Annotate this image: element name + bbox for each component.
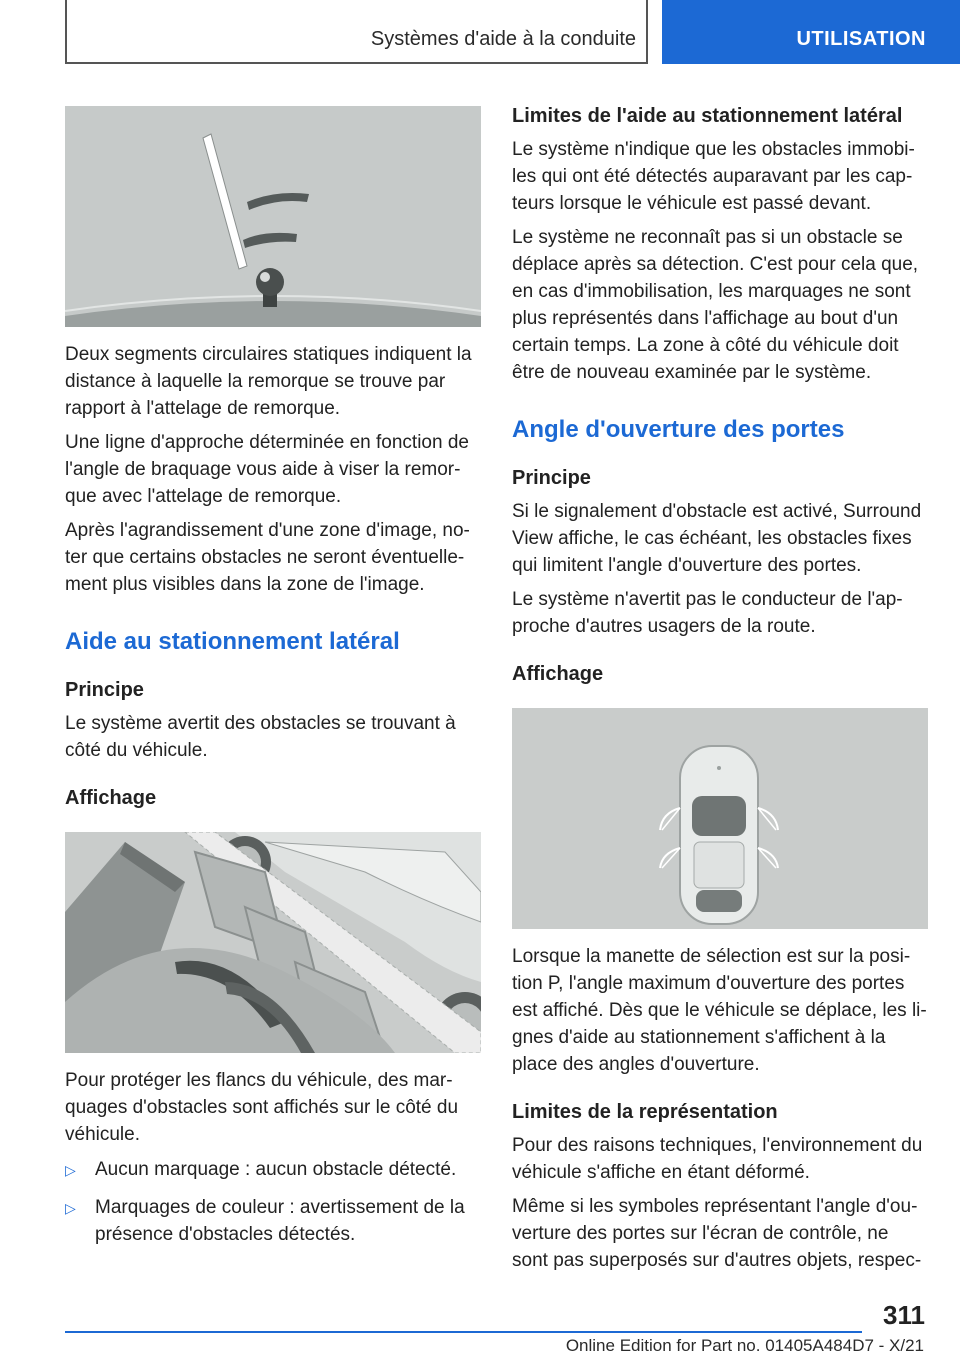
section-heading-door-angle: Angle d'ouverture des portes [512,416,845,443]
trailer-hitch-figure [65,106,481,327]
door-angle-illustration [512,708,928,929]
display-heading: Affichage [512,663,604,685]
display-text: Pour protéger les flancs du véhicule, des mar- quages d'obstacles sont affichés sur le côté du véhicule. [65,1070,459,1145]
principle-heading: Principe [512,467,591,489]
chapter-tab [662,0,960,64]
principle-text: Le système avertit des obstacles se trouvant à côté du véhicule. [65,713,456,761]
principle-p1: Si le signalement d'obstacle est activé, Surround View affiche, le cas échéant, les obstacles fixes qui limitent l'angle d'ouverture des portes. [512,501,922,576]
trailer-hitch-illustration [65,106,481,327]
left-column [65,106,481,1258]
principle-heading: Principe [65,679,144,701]
footer-divider [65,1331,862,1333]
side-parking-illustration [65,832,481,1053]
limits-p1: Le système n'indique que les obstacles immobi- les qui ont été détectés auparavant par les cap- teurs lorsque le véhicule est passé devant. [512,139,915,214]
triangle-right-icon: ▷ [65,1162,76,1178]
marking-bullet-list [65,1156,481,1248]
header-section-title: Systèmes d'aide à la conduite [370,28,636,50]
triangle-right-icon: ▷ [65,1200,76,1216]
bullet-text: Marquages de couleur : avertissement de la présence d'obstacles détectés. [95,1197,465,1245]
limits-heading: Limites de l'aide au stationnement latéral [512,105,903,127]
display-heading: Affichage [65,787,157,809]
representation-p1: Pour des raisons techniques, l'environnement du véhicule s'affiche en étant déformé. [512,1135,923,1183]
figure1-caption-p2: Une ligne d'approche déterminée en fonction de l'angle de braquage vous aide à viser la remor- que avec l'attelage de remorque. [65,432,469,507]
right-column [512,103,928,1281]
bullet-item [65,1156,481,1184]
page-number: 311 [883,1300,925,1330]
bullet-item [65,1194,481,1248]
bullet-text: Aucun marquage : aucun obstacle détecté. [95,1159,457,1180]
footer-edition-text: Online Edition for Part no. 01405A484D7 - X/21 [565,1336,924,1355]
display-text: Lorsque la manette de sélection est sur la posi- tion P, l'angle maximum d'ouverture des portes est affiché. Dès que le véhicule se déplace, les li- gnes d'aide au stationnement s'affichent à la place des angles d'ouverture. [512,946,927,1075]
representation-p2: Même si les symboles représentant l'angle d'ou- verture des portes sur l'écran de contrôle, ne sont pas superposés sur d'autres objets, respec- [512,1196,922,1271]
figure1-caption-p3: Après l'agrandissement d'une zone d'image, no- ter que certains obstacles ne seront éventuelle- ment plus visibles dans la zone de l'image. [65,520,470,595]
door-angle-figure [512,708,928,929]
chapter-tab-label: UTILISATION [796,28,926,50]
principle-p2: Le système n'avertit pas le conducteur de l'ap- proche d'autres usagers de la route. [512,589,903,637]
figure1-caption-p1: Deux segments circulaires statiques indiquent la distance à laquelle la remorque se trouve par rapport à l'attelage de remorque. [65,344,472,419]
limits-p2: Le système ne reconnaît pas si un obstacle se déplace après sa détection. C'est pour cela que, en cas d'immobilisation, les marquages ne sont plus représentés dans l'affichage au bout d'un certain temps. La zone à côté du véhicule doit être de nouveau examinée par le système. [512,227,919,383]
representation-limits-heading: Limites de la représentation [512,1101,778,1123]
side-parking-figure [65,832,481,1053]
section-heading-side-parking: Aide au stationnement latéral [65,628,400,655]
header-section-box [65,0,648,64]
